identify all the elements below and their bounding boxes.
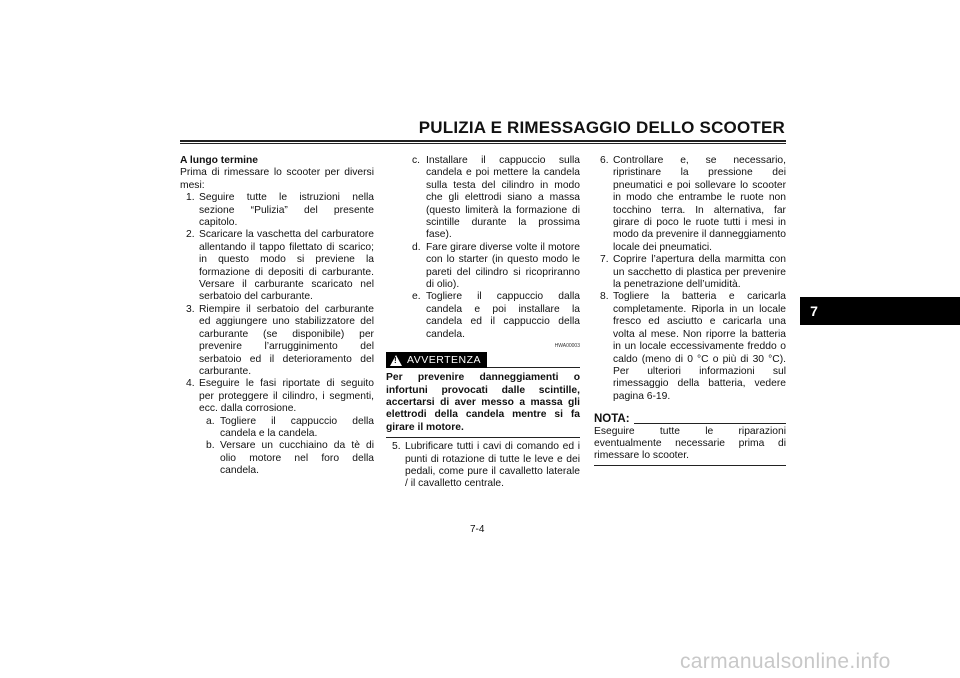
column-3 [594,155,786,466]
item-text: Coprire l’apertura della marmitta con un sacchetto di plastica per prevenire la penetrazione dell’umidità. [613,254,786,291]
item-text: Togliere il cappuccio dalla candela e poi installare la candela ed il cappuccio della candela. [426,291,580,340]
sub-list-item [180,440,374,477]
item-text: Fare girare diverse volte il motore con lo starter (in questo modo le pareti del cilindro si ricopriranno di olio). [426,241,580,291]
column-1 [180,155,374,478]
sub-list-item [180,416,374,441]
list-item [180,304,374,378]
list-item [180,378,374,415]
item-number: 3. [186,303,195,315]
warning-symbol: ! [394,355,398,365]
list-item [180,192,374,229]
item-number: 2. [186,229,195,241]
item-text: Togliere il cappuccio della candela e la candela. [220,415,374,439]
chapter-tab [800,297,960,325]
note-label: NOTA: [594,413,630,426]
warning-header [386,352,580,368]
item-text: Versare un cucchiaino da tè di olio motore nel foro della candela. [220,440,374,477]
page-number: 7-4 [470,524,485,535]
note-header [594,413,786,425]
item-number: a. [206,415,215,427]
warning-badge [386,352,487,368]
item-text: Seguire tutte le istruzioni nella sezione “Pulizia” del presente capitolo. [199,192,374,229]
watermark: carmanualsonline.info [680,650,891,673]
sub-list-item [386,291,580,341]
header-rule [180,140,786,142]
item-text: Controllare e, se necessario, ripristinare la pressione dei pneumatici e poi sollevare lo scooter in modo che entrambe le ruote non tocchino terra. In alternativa, far girare di poco le ruote tutti i mesi in modo da prevenire il danneggiamento locale dei pneumatici. [613,155,786,253]
item-number: 7. [600,254,609,266]
note-text: Eseguire tutte le riparazioni eventualmente necessarie prima di rimessare lo scooter. [594,426,786,466]
note-rule [634,423,786,424]
warning-text: Per prevenire danneggiamenti o infortuni provocati dalle scintille, accertarsi di aver messo a massa gli elettrodi della candela mentre si fa girare il motore. [386,372,580,438]
list-item [594,155,786,254]
list-item [386,441,580,491]
list-item [594,254,786,291]
item-text: Riempire il serbatoio del carburante ed aggiungere uno stabilizzatore del carburante (se disponibile) per prevenire l’arrugginimento del serbatoio ed il deterioramento del carburante. [199,303,374,377]
item-text: Scaricare la vaschetta del carburatore allentando il tappo filettato di scarico; in questo modo si previene la formazione di depositi di carburante. Versare il carburante scaricato nel serbatoio del carburante. [199,229,374,303]
item-number: d. [412,241,421,253]
item-number: 8. [600,291,609,303]
item-number: 5. [392,441,401,453]
list-item [594,291,786,403]
chapter-number: 7 [810,303,818,319]
item-text: Installare il cappuccio sulla candela e poi mettere la candela sulla testa del cilindro in modo che gli elettrodi siano a massa (questo limiterà la formazione di scintille durante la prossima fase). [426,155,580,241]
item-text: Lubrificare tutti i cavi di comando ed i punti di rotazione di tutte le leve e dei pedali, come pure il cavalletto laterale / il cavalletto centrale. [405,441,580,490]
item-number: 6. [600,155,609,166]
warning-label: AVVERTENZA [407,353,482,366]
item-text: Eseguire le fasi riportate di seguito per proteggere il cilindro, i segmenti, ecc. dalla corrosione. [199,378,374,415]
warning-triangle-icon [390,355,402,366]
sub-list-item [386,242,580,292]
item-number: 1. [186,192,195,204]
warning-rule [487,367,580,368]
column-2 [386,155,580,491]
header-rule-thin [180,143,786,144]
item-number: b. [206,440,215,452]
item-text: Togliere la batteria e caricarla completamente. Riporla in un locale fresco ed asciutto e caricarla una volta al mese. Non riporre la batteria in un locale eccessivamente freddo o caldo (meno di 0 °C o più di 30 °C). Per ulteriori informazioni sul rimessaggio della batteria, vedere pagina 6-19. [613,291,786,402]
item-number: e. [412,291,421,303]
sub-list-item [386,155,580,242]
list-item [180,229,374,303]
intro-text: Prima di rimessare lo scooter per diversi mesi: [180,167,374,191]
section-heading: A lungo termine [180,155,258,166]
item-number: 4. [186,378,195,390]
warning-code: HWA00003 [554,343,580,350]
page-title: PULIZIA E RIMESSAGGIO DELLO SCOOTER [418,118,785,137]
item-number: c. [412,155,421,166]
